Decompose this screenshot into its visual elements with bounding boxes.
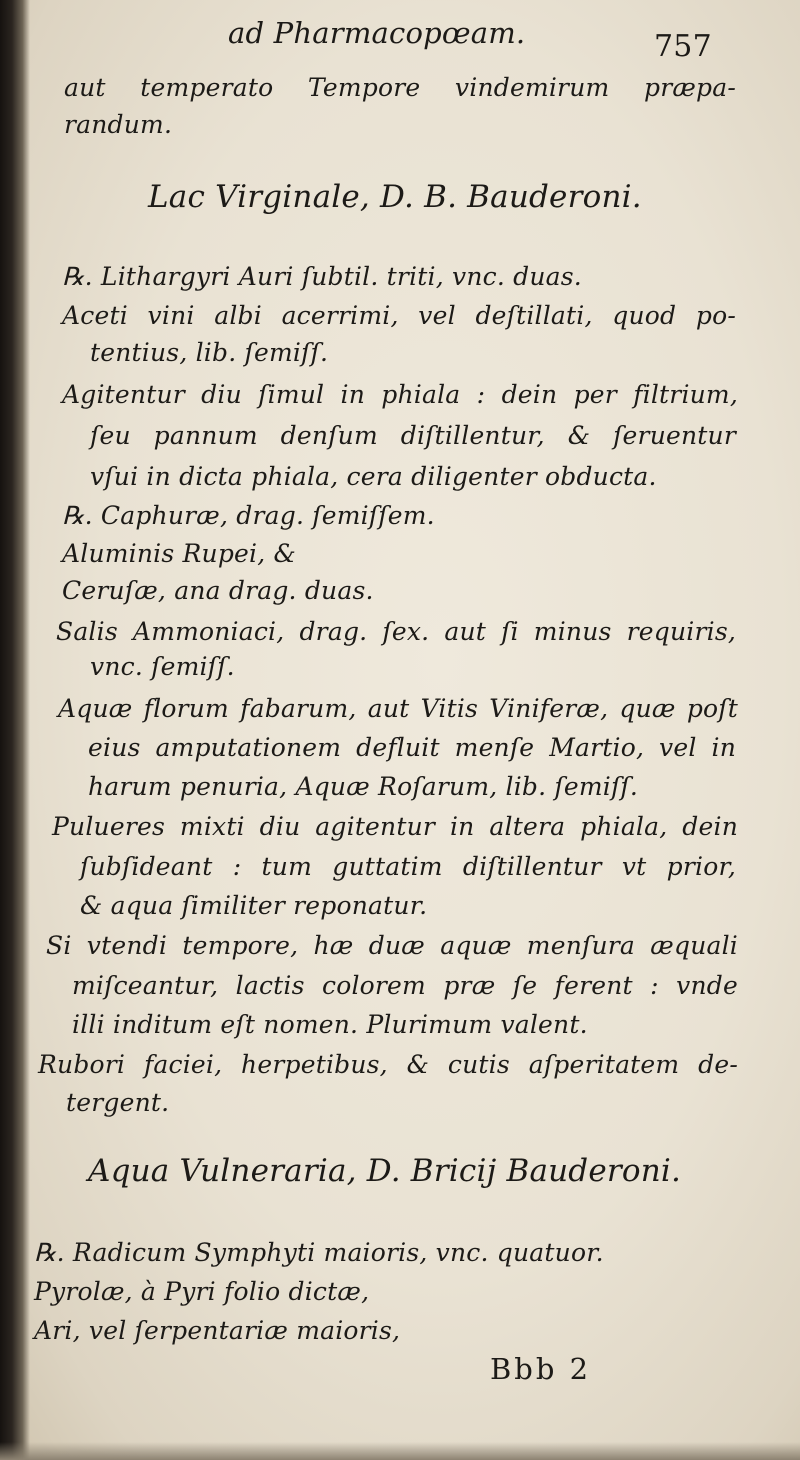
text-line: Aceti vini albi acerrimi, vel deſtillati, quod po- [62, 301, 736, 330]
text-line: eius amputationem defluit menſe Martio, vel in [88, 733, 736, 762]
text-line: tergent. [66, 1088, 170, 1117]
text-line: ℞. Radicum Symphyti maioris, vnc. quatuor. [34, 1238, 604, 1267]
text-line: vſui in dicta phiala, cera diligenter obducta. [90, 462, 657, 491]
text-line: Pulueres mixti diu agitentur in altera phiala, dein [52, 812, 738, 841]
section-heading: Aqua Vulneraria, D. Bricij Bauderoni. [88, 1153, 682, 1189]
text-line: ℞. Caphuræ, drag. ſemiſſem. [62, 501, 435, 530]
text-line: randum. [64, 110, 173, 139]
text-line: Ari, vel ſerpentariæ maioris, [34, 1316, 401, 1345]
page-bottom-edge [0, 1442, 800, 1460]
signature-mark: Bbb 2 [490, 1352, 592, 1386]
text-line: Agitentur diu ſimul in phiala : dein per filtrium, [62, 380, 738, 409]
text-line: ℞. Lithargyri Auri ſubtil. triti, vnc. duas. [62, 262, 582, 291]
text-line: Ceruſæ, ana drag. duas. [62, 576, 374, 605]
text-line: harum penuria, Aquæ Roſarum, lib. ſemiſſ. [88, 772, 639, 801]
text-line: miſceantur, lactis colorem præ ſe ferent : vnde [72, 971, 738, 1000]
text-line: Aquæ florum fabarum, aut Vitis Viniferæ, quæ poſt [58, 694, 738, 723]
text-line: ſubſideant : tum guttatim diſtillentur vt prior, [80, 852, 736, 881]
page-number: 757 [654, 29, 712, 64]
text-line: Pyrolæ, à Pyri folio dictæ, [34, 1277, 370, 1306]
text-line: & aqua ſimiliter reponatur. [80, 891, 428, 920]
text-line: Rubori faciei, herpetibus, & cutis aſperitatem de- [38, 1050, 738, 1079]
section-heading: Lac Virginale, D. B. Bauderoni. [148, 179, 642, 215]
text-line: Aluminis Rupei, & [62, 539, 296, 568]
text-line: tentius, lib. ſemiſſ. [90, 338, 329, 367]
text-line: ſeu pannum denſum diſtillentur, & ſeruentur [90, 421, 736, 450]
text-line: Si vtendi tempore, hæ duæ aquæ menſura æquali [46, 931, 738, 960]
text-line: Salis Ammoniaci, drag. ſex. aut ſi minus requiris, [56, 617, 736, 646]
text-line: vnc. ſemiſſ. [90, 652, 235, 681]
running-title: ad Pharmacopœam. [228, 16, 526, 50]
text-line: aut temperato Tempore vindemirum præpa- [64, 73, 736, 102]
text-line: illi inditum eſt nomen. Plurimum valent. [72, 1010, 588, 1039]
